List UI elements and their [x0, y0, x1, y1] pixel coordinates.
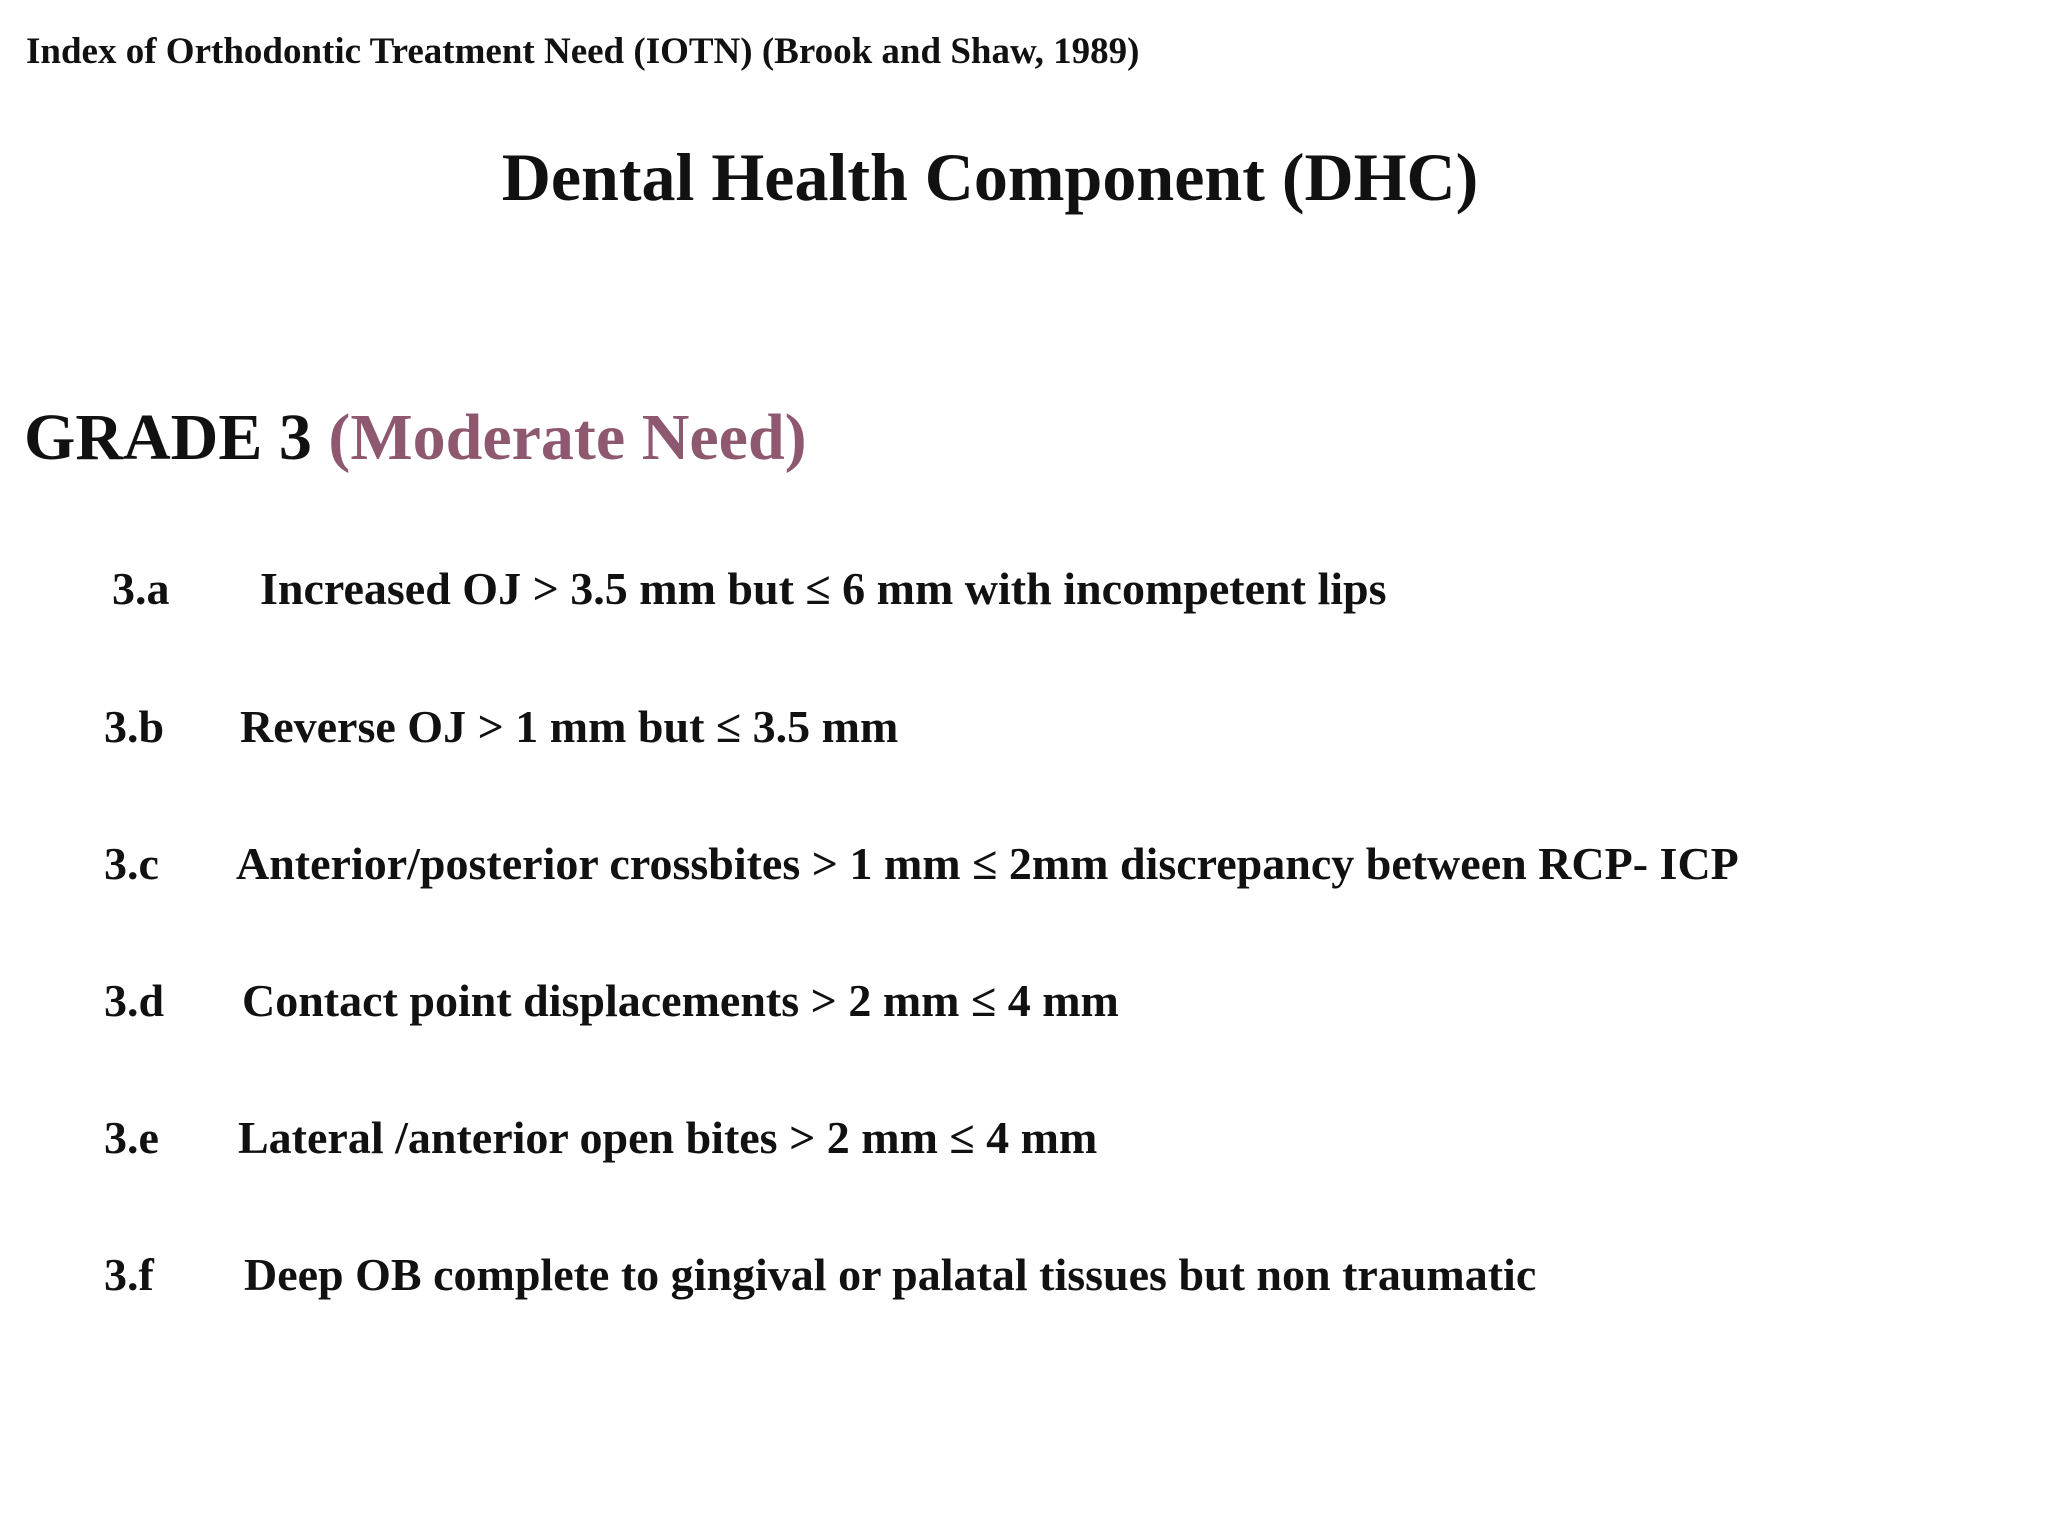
criterion-code: 3.d: [104, 975, 165, 1026]
criterion-text: Increased OJ > 3.5 mm but ≤ 6 mm with incompetent lips: [260, 563, 1387, 614]
criterion-text: Deep OB complete to gingival or palatal tissues but non traumatic: [244, 1249, 1537, 1300]
criterion-code: 3.e: [104, 1112, 159, 1163]
grade-need-label: (Moderate Need): [328, 401, 807, 474]
criterion-code: 3.f: [104, 1249, 154, 1300]
criterion-text: Anterior/posterior crossbites > 1 mm ≤ 2mm discrepancy between RCP- ICP: [236, 838, 1739, 889]
criterion-code: 3.b: [104, 701, 165, 752]
slide-title: Dental Health Component (DHC): [501, 139, 1479, 215]
criterion-code: 3.c: [104, 838, 159, 889]
source-citation: Index of Orthodontic Treatment Need (IOTN) (Brook and Shaw, 1989): [26, 31, 1140, 72]
grade-label: GRADE 3: [24, 401, 312, 474]
criterion-text: Lateral /anterior open bites > 2 mm ≤ 4 mm: [238, 1112, 1098, 1163]
criterion-text: Reverse OJ > 1 mm but ≤ 3.5 mm: [240, 701, 899, 752]
criterion-text: Contact point displacements > 2 mm ≤ 4 mm: [242, 975, 1119, 1026]
criterion-code: 3.a: [112, 563, 170, 614]
